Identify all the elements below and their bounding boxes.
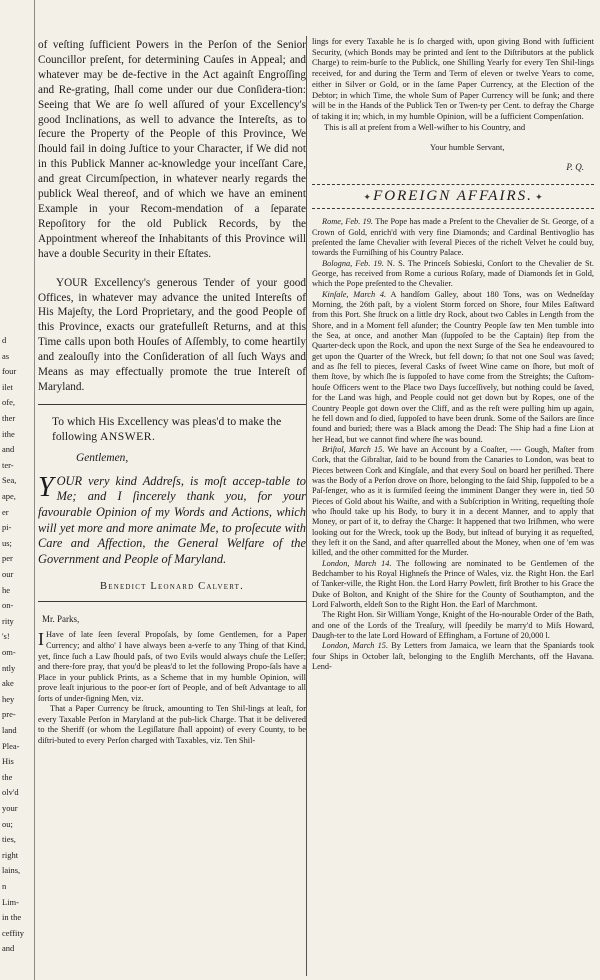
margin-fragment: right xyxy=(2,849,19,860)
ornament-left-icon: ✦ xyxy=(363,192,374,203)
answer-text-block xyxy=(38,471,306,568)
margin-fragment: ther xyxy=(2,413,16,423)
news-text: N. S. The Princeſs Sobieski, Conſort to the Chevalier de St. George, has received from Rome a curious Roſary, made of Diamonds ſet in Gold, which the Pope preſented to the Chevalier. xyxy=(312,258,595,289)
margin-fragment: om- xyxy=(2,647,16,657)
margin-fragment: 's! xyxy=(2,631,10,642)
answer-intro: To which His Excellency was pleas'd to make the following xyxy=(52,414,282,443)
margin-fragment: ilet xyxy=(2,381,13,392)
margin-fragment: ofe, xyxy=(2,397,15,408)
signature: Benedict Leonard Calvert. xyxy=(100,581,244,593)
margin-fragment: pi- xyxy=(2,522,12,533)
margin-fragment: ter- xyxy=(2,459,14,470)
news-item xyxy=(312,559,594,611)
news-item xyxy=(312,290,594,445)
margin-fragment: in the xyxy=(2,912,22,923)
margin-fragment: ithe xyxy=(2,428,15,439)
news-dateline: Bologna, Feb. 19. xyxy=(322,258,384,268)
margin-fragment: per xyxy=(2,553,13,564)
news-dateline: Briſtol, March 15. xyxy=(322,444,385,454)
margin-fragment: n xyxy=(2,881,7,891)
letter-dropcap: I xyxy=(38,629,44,650)
margin-fragment: and xyxy=(2,943,15,954)
news-item xyxy=(312,445,594,559)
margin-fragment: land xyxy=(2,725,17,735)
ornament-right-icon: ✦ xyxy=(532,192,543,203)
margin-fragment: rity xyxy=(2,615,14,626)
margin-fragment: olv'd xyxy=(2,787,19,798)
margin-fragment: he xyxy=(2,584,11,595)
letter-paragraph-1-block xyxy=(38,630,306,704)
news-text: The following are nominated to be Gentlemen of the Bedchamber to his Royal Highneſs the Prince of Wales, viz. the Right Hon. the Earl of Tanker-ville, the Right Hon. the Lord Harry Powlett, firſt Brother to his Grace the Duke of Bolton, and Knight of the Shire for the County of Southampton, and the Lord Falworth, eldeſt Son to the Right Hon. the Earl of Marchmont. xyxy=(312,558,595,610)
margin-fragment: ou; xyxy=(2,818,13,829)
margin-fragment: Lim- xyxy=(2,896,19,907)
news-text: A handſom Galley, about 180 Tons, was on Wedneſday Morning, the 26th paſt, by a violent Storm forced on Shore, four Miles Eaſtward from this Port. She ſtruck on a little dry Rock, about two Cables in Length from the Shore, and in a Moment fell aſunder; the Country People ſaw ten Men tumble into the Sea, at once, and another Man (ſuppoſed to be the Captain) ſtep from the Quarter-deck upon the Rock, and upon the next Surge of the Sea he endeavoured to get upon the Quarter of the Wreck, but fell down; ſo that not one Soul was ſaved; and as ſhe fell to pieces, ſeveral Casks of ſweet Wine came on ſhore, but moſt of them ſtove, by which ſhe is ſuppoſed to have come from the Streights; the Cuſtom-houſe Officers went to the Place two Days ſucceſſively, but nothing could be ſaved, for the Land was high, and People could not get down but by Ropes, one of the Country People got down over the Cliff, and as the reſt were pulling him up again, he fell down and ſo died, ſuppoſed to have been drunk. Some of the Sailors are ſince found and buried; there was a Black among the Dead: The Ship had a fine Lion at her Head, but we cannot find where ſhe was bound. xyxy=(312,289,595,444)
margin-fragment: us; xyxy=(2,537,12,548)
margin-fragment: pre- xyxy=(2,709,16,720)
news-text: We have an Account by a Coaſter, ---- Gough, Maſter from Cork, that the Gibraltar, ſaid to be bound from the Canaries to London, was beat to Pieces between Cork and Kingſale, and that every Soul on board her periſhed. There was the Body of a Perſon drove on ſhore, belonging to the ſaid Ship, ſuppoſed to be a Paſ-ſenger, who as it is ſurmiſed ſeeing the imminent Danger they were in, tied 50 Pieces of Gold about his Waiſte, and with a Subſcription in Writing, requeſting thoſe who ſhould take up his Body, to bury it in a decent Manner, and to apply that Money, or part of it, to defray the Charge: It happened that two Iriſhmen, who were looking out for the Wreck, took up the Body, but inſtead of burying it as requeſted, they left it on the Sand, and after quarrelled about the Money, when one of 'em was killed, and the other committed for the Murder. xyxy=(312,444,594,558)
margin-fragment: ties, xyxy=(2,834,16,845)
news-dateline: London, March 14. xyxy=(322,558,392,568)
margin-fragment: and xyxy=(2,444,15,455)
margin-fragment: your xyxy=(2,803,18,813)
margin-fragment: lains, xyxy=(2,865,21,876)
margin-fragment: the xyxy=(2,771,13,782)
margin-fragment: Sea, xyxy=(2,475,17,486)
divider xyxy=(38,601,306,602)
section-title-box xyxy=(312,184,594,209)
margin-fragment: ntly xyxy=(2,662,16,673)
margin-fragment: er xyxy=(2,506,9,517)
news-list xyxy=(312,217,594,672)
letter-paragraph-1: Have of late ſeen ſeveral Propoſals, by ſome Gentlemen, for a Paper Currency; and altho' I have always been a-verſe to any Thing of that Kind, yet, ſince ſuch a Law ſhould paſs, of two Evils would always chuſe the Leſſer; and there-fore pray, that you'd be pleas'd to let the following Propo-ſals have a Place in your publick Prints, as a Scheme that in my humble Opinion, will prove leaſt injurious to the poor-er ſort of People, and of beſt Advantage to all ſorts of under-ſigning Men, viz. xyxy=(38,630,306,703)
news-text: By Letters from Jamaica, we learn that the Spaniards took four Ships in October laſt, belonging to the Engliſh Merchants, off the Havana. Lend- xyxy=(312,641,594,672)
margin-fragment: ceffity xyxy=(2,927,25,938)
answer-salutation: Gentlemen, xyxy=(76,451,129,464)
margin-fragment: His xyxy=(2,756,14,767)
section-title: FOREIGN AFFAIRS. xyxy=(373,188,533,205)
letter-closing: Your humble Servant, xyxy=(430,142,505,153)
address-paragraph-2: YOUR Excellency's generous Tender of your good Offices, in whatever may advance the united Intereſts of His Majeſty, the Lord Proprietary, and the good People of this Province, exacts our gratefulleſt Returns, and at this Time calls upon both Houſes of Aſſembly, to come heartily and zealouſly into the Conſideration of all ſuch Ways and Means as may effectually promote the true Intereſt of Maryland. xyxy=(38,276,306,393)
right-column xyxy=(312,36,594,672)
margin-fragment: hey xyxy=(2,693,15,704)
letter-initials: P. Q. xyxy=(566,162,584,173)
answer-word: ANSWER. xyxy=(100,429,156,443)
left-column xyxy=(38,38,306,746)
news-item xyxy=(312,259,594,290)
news-dateline: London, March 15. xyxy=(322,641,389,651)
left-margin-fragments xyxy=(0,0,35,980)
margin-fragment: as xyxy=(2,350,10,361)
divider xyxy=(38,404,306,405)
margin-fragment: ape, xyxy=(2,491,16,501)
news-text: The Pope has made a Preſent to the Chevalier de St. George, of a Crown of Gold, enrich'd with very fine Diamonds; and Cardinal Bentivoglio has preſented the ſame Chevalier with ſeveral Pieces of the richeſt Velvet he could buy, towards the Furniſhing of his Country Palace. xyxy=(312,217,594,258)
answer-heading xyxy=(38,414,306,444)
answer-text: OUR very kind Addreſs, is moſt accep-table to Me; and I ſincerely thank you, for your favourable Opinion of my Words and Actions, which will yet more and more animate Me, to proſecute with Care and Affection, the General Welfare of the Government and People of Maryland. xyxy=(38,473,306,566)
margin-fragment: ake xyxy=(2,678,14,689)
column-rule xyxy=(306,36,307,976)
answer-dropcap: Y xyxy=(38,471,54,503)
address-paragraph-1: of veſting ſufficient Powers in the Perſon of the Senior Councillor preſent, for determining Cauſes in Appeal; and whatever may be de-fective in the Act againſt Engroſſing and Re-grating, ſhall come under our due Conſidera-tion: Seeing that We are ſo well aſſured of your Excellency's good Inclinations, as well to advance the Intereſts, as to ſecure the Property of the People of this Province, We ſhould fail in doing Juſtice to your Character, if We did not in this Publick Manner ac-knowledge your inceſſant Care, and great Circumſpection, in whatever nearly regards the publick Weal thereof, and of which we have an eminent Example in your Recom-mendation of a ſeparate Repoſitory for the old Publick Records, by the Appointment whereof the Inhabitants of this Province will have a double Security in their Eſtates. xyxy=(38,39,306,260)
news-text: The Right Hon. Sir William Yonge, Knight of the Ho-nourable Order of the Bath, and one of the Lords of the Treaſury, will ſpeedily be marry'd to Miſs Howard, Daugh-ter to the late Lord Howard of Effingham, a Fortune of 20,000 l. xyxy=(312,610,594,641)
margin-fragment: on- xyxy=(2,600,14,611)
letter-final: This is all at preſent from a Well-wiſher to his Country, and xyxy=(324,121,526,132)
letter-salutation: Mr. Parks, xyxy=(42,614,80,625)
letter-paragraph-2: That a Paper Currency be ſtruck, amounting to Ten Shil-lings at leaſt, for every Taxable Perſon in Maryland at the pub-lick Charge. That it be delivered to the Sheriff (or whom the Legiſlature ſhall appoint) of every County, to be diſtri-buted to every Perſon charged with Taxables, viz. Ten Shil- xyxy=(38,704,306,745)
letter-continued: lings for every Taxable he is ſo charged with, upon giving Bond with ſufficient Security, (which Bonds may be printed and ſent to the Diſtributors at the publick Charge) to reim-burſe to the Publick, one Shilling Yearly for every Ten Shil-lings received, for and during the Term and Term of eleven or twelve Years to come, either in Silver or Gold, or in the ſame Paper Currency, at the Election of the Debtor; in which Time, the whole Sum of Paper Currency will be ſunk; and there will be in the Hands of the Publick Ten or Twen-ty per Cent. to defray the Charge of taking it in; which, in my humble Opinion, will be a ſufficient Compenſation. xyxy=(312,36,594,121)
news-item xyxy=(312,641,594,672)
news-item xyxy=(312,217,594,258)
news-dateline: Rome, Feb. 19. xyxy=(322,217,373,227)
margin-fragment: Plea- xyxy=(2,740,20,751)
news-item xyxy=(312,610,594,641)
margin-fragment: d xyxy=(2,335,7,345)
margin-fragment: four xyxy=(2,366,17,377)
margin-fragment: our xyxy=(2,569,14,579)
news-dateline: Kinſale, March 4. xyxy=(322,289,387,299)
